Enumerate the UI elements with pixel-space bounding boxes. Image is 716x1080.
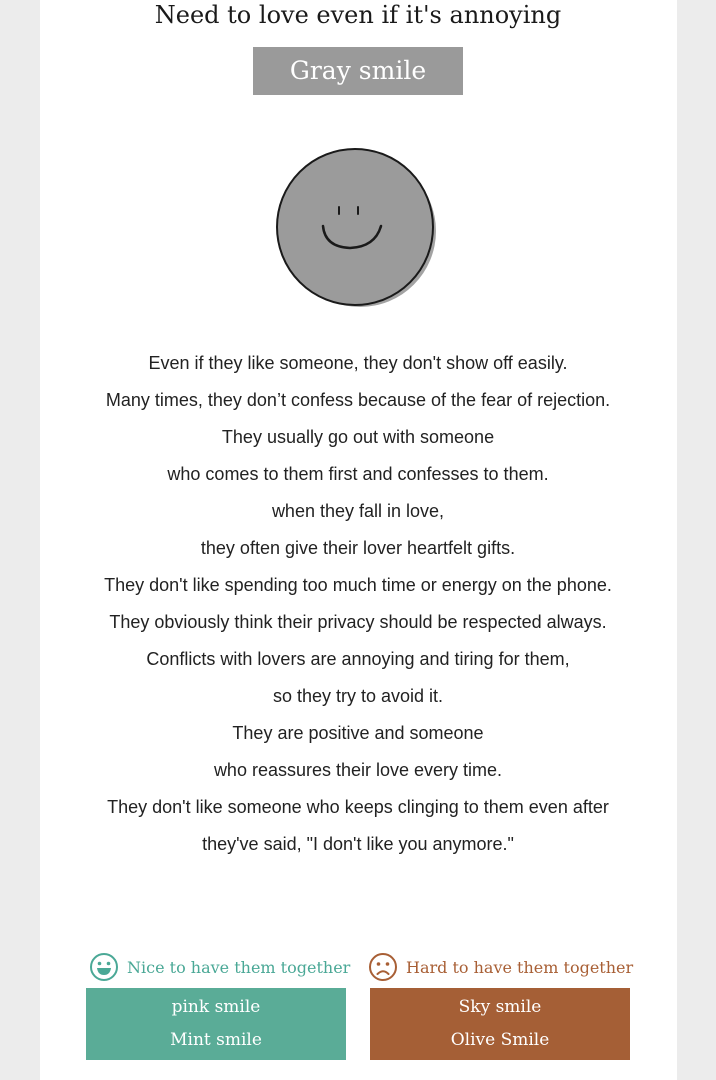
- result-type-badge: Gray smile: [253, 47, 463, 95]
- bad-match-list: [370, 988, 630, 1060]
- description-line: They are positive and someone: [232, 723, 484, 743]
- good-match-mint-smile[interactable]: Mint smile: [170, 1030, 262, 1050]
- happy-face-icon: [89, 952, 119, 982]
- description-line: Conflicts with lovers are annoying and tiring for them,: [146, 649, 570, 669]
- bad-match-heading: [368, 952, 633, 982]
- description-line: so they try to avoid it.: [272, 686, 444, 706]
- bad-match-heading-label: Hard to have them together: [406, 957, 634, 977]
- description-line: they often give their lover heartfelt gifts.: [200, 538, 516, 558]
- good-match-list: [86, 988, 346, 1060]
- description-line: Even if they like someone, they don't show off easily.: [148, 353, 568, 373]
- description-line: Many times, they don’t confess because of the fear of rejection.: [105, 390, 611, 410]
- description-line: they've said, "I don't like you anymore.": [202, 834, 514, 854]
- description-line: who comes to them first and confesses to them.: [167, 464, 549, 484]
- description-line: who reassures their love every time.: [213, 760, 503, 780]
- page-title: Need to love even if it's annoying: [154, 1, 562, 29]
- description-line: They don't like someone who keeps clinging to them even after: [107, 797, 609, 817]
- gray-smiley-face-illustration: [272, 143, 442, 313]
- description-line: They obviously think their privacy should be respected always.: [109, 612, 607, 632]
- good-match-pink-smile[interactable]: pink smile: [171, 997, 261, 1017]
- bad-match-sky-smile[interactable]: Sky smile: [458, 997, 542, 1017]
- description-line: when they fall in love,: [271, 501, 445, 521]
- description-line: They don't like spending too much time or energy on the phone.: [104, 575, 612, 595]
- description-line: They usually go out with someone: [221, 427, 495, 447]
- bad-match-olive-smile[interactable]: Olive Smile: [450, 1030, 550, 1050]
- good-match-heading: [89, 952, 350, 982]
- sad-face-icon: [368, 952, 398, 982]
- good-match-heading-label: Nice to have them together: [127, 957, 351, 977]
- personality-description: [0, 345, 716, 863]
